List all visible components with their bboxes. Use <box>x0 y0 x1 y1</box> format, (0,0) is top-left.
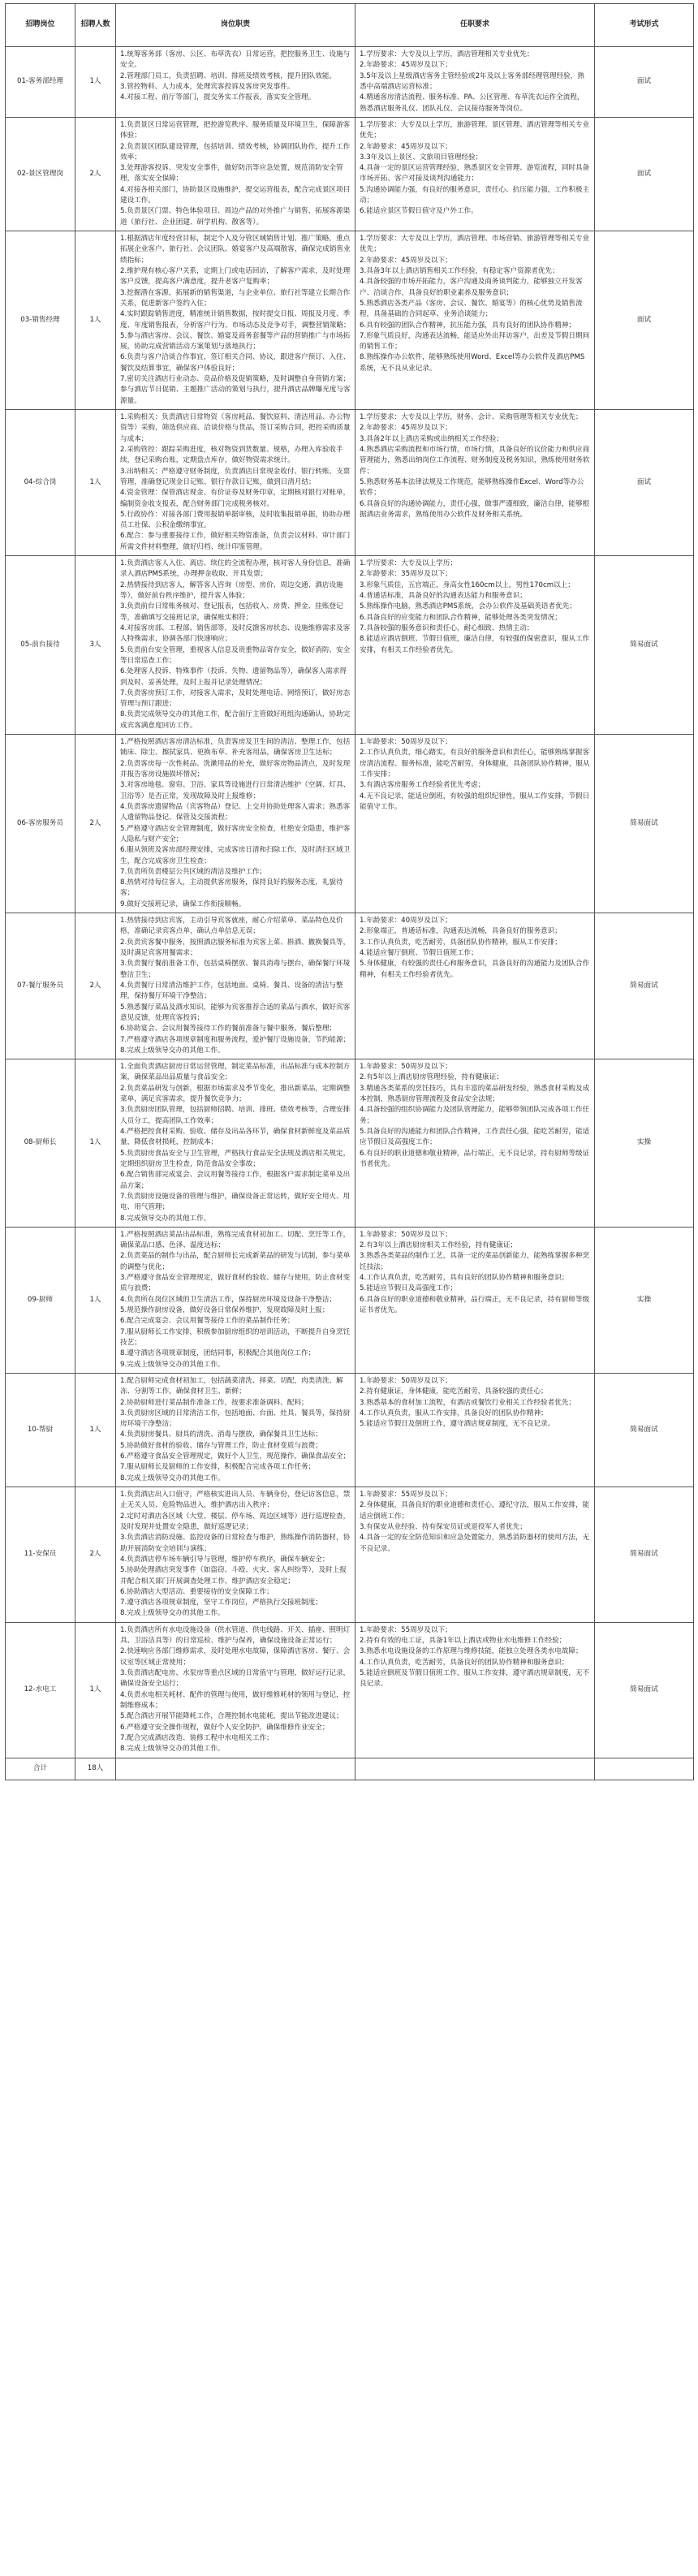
duty-item: 1.负责酒店客人入住、离店、续住的全流程办理，核对客人身份信息，准确录入酒店PMS系统，办理押金收取、开具发票； <box>120 559 351 579</box>
position-cell: 06-客房服务员 <box>6 735 75 913</box>
duty-item: 4.负责厨房餐具、厨具的清洗、消毒与摆放，确保餐具卫生达标； <box>120 1430 322 1439</box>
position-cell: 04-综合岗 <box>6 410 75 556</box>
duty-item: 4.对接工程、前厅等部门，提交务实工作报表，落实安全管理。 <box>120 93 316 102</box>
requirement-item: 3.熟悉水电设施设备的工作原理与维修技能，能独立处理各类水电故障； <box>360 1647 583 1656</box>
requirement-item: 8.熟练操作办公软件，能够熟练使用Word、Excel等办公软件及酒店PMS系统，无不良从业记录。 <box>360 353 585 373</box>
position-cell: 05-前台接待 <box>6 556 75 735</box>
requirements-cell <box>355 231 595 410</box>
duty-item: 2.负责宾客餐中服务，按照酒店服务标准为宾客上菜、斟酒、撤换餐具等，及时满足宾客用餐需求； <box>120 938 351 957</box>
duty-item: 8.完成上级领导交办的其他工作。 <box>120 1609 225 1618</box>
requirement-item: 2.身体健康，具备良好的职业道德和责任心，遵纪守法，服从工作安排，能适应倒班工作； <box>360 1501 590 1521</box>
requirement-item: 2.年龄要求：45周岁及以下； <box>360 424 452 433</box>
requirement-item: 5.熟悉酒店各类产品（客房、会议、餐饮、婚宴等）的核心优势及销售流程，具备基础的合同起草、业务洽谈能力； <box>360 299 583 319</box>
duties-cell <box>116 913 355 1059</box>
duties-cell <box>116 735 355 913</box>
position-cell: 02-景区管理岗 <box>6 117 75 231</box>
duty-item: 7.服从厨师长及厨师的工作安排，积极配合完成各项工作任务； <box>120 1463 316 1472</box>
header-position: 招聘岗位 <box>6 4 75 47</box>
duty-item: 8.完成上级领导交办的其他工作。 <box>120 1474 225 1482</box>
duty-item: 6.负责与客户洽谈合作事宜，签订相关合同、协议，跟进客户预订、入住、餐饮及结算事宜，确保客户体验良好； <box>120 353 351 373</box>
requirement-item: 3.工作认真负责，吃苦耐劳，具备团队协作精神，服从工作安排； <box>360 938 562 947</box>
requirement-item: 3.精通各类菜系的烹饪技巧，具有丰富的菜品研发经验，熟悉食材采购及成本控制，熟悉厨房管理流程及食品安全法规； <box>360 1084 590 1104</box>
duty-item: 5.协助做好食材的验收、储存与管理工作，防止食材变质与浪费； <box>120 1441 322 1450</box>
requirement-item: 4.具备一定的景区运营管理经验，熟悉景区安全管理、游览流程，同时具备市场开拓、客户对接及谈判沟通能力； <box>360 164 590 183</box>
duty-item: 2.负责菜品的制作与出品，配合厨师长完成新菜品的研发与试制，参与菜单的调整与优化； <box>120 1252 351 1271</box>
count-cell: 2人 <box>75 913 116 1059</box>
position-cell: 03-销售经理 <box>6 231 75 410</box>
duty-item: 2.负责菜品研发与创新，根据市场需求及季节变化，推出新菜品，定期调整菜单，满足宾客需求，提升餐饮竞争力； <box>120 1084 351 1104</box>
count-cell: 1人 <box>75 1227 116 1373</box>
duty-item: 4.负责水电相关耗材、配件的管理与使用，做好维修耗材的领用与登记，控制维修成本； <box>120 1690 351 1710</box>
requirement-item: 5.沟通协调能力强，有良好的服务意识，责任心、抗压能力强，工作积极主动； <box>360 185 590 205</box>
exam-cell: 简易面试 <box>595 913 694 1059</box>
count-cell: 2人 <box>75 1487 116 1623</box>
requirement-item: 6.具有较强的团队合作精神，抗压能力强，具有良好的团队协作精神； <box>360 321 576 330</box>
duty-item: 6.处理客人投诉、特殊事件（投诉、失物、遗留物品等），确保客人需求得到及时、妥善处理，及时上报并记录处理情况； <box>120 667 347 687</box>
requirement-item: 2.年龄要求：45周岁及以下； <box>360 256 452 265</box>
requirement-item: 3.具备2年以上酒店采购或出纳相关工作经验； <box>360 434 503 443</box>
duty-item: 4.对接各相关部门，协助景区设施维护，提交运营报表，配合完成景区项目建设工作。 <box>120 185 351 205</box>
duty-item: 9.做好交接班记录，确保工作衔接顺畅。 <box>120 900 246 908</box>
duties-cell <box>116 1487 355 1623</box>
duty-item: 8.负责完成领导交办的其他工作，配合前厅主管做好班组沟通确认，协助完成宾客满意度回访工作。 <box>120 710 351 730</box>
duty-item: 5.负责厨房食品安全与卫生管理，严格执行食品安全法规及酒店相关规定，定期组织厨房卫生检查，防范食品安全事故； <box>120 1149 351 1168</box>
duty-item: 3.负责餐厅餐前准备工作，包括桌椅摆放、餐具消毒与摆台，确保餐厅环境整洁卫生； <box>120 960 351 979</box>
requirement-item: 3.熟悉基本的食材加工流程，有酒店或餐饮行业相关工作经验者优先； <box>360 1398 576 1407</box>
duty-item: 7.配合完成酒店改造、装修工程中水电相关工作； <box>120 1733 274 1742</box>
requirement-item: 4.能适应餐厅倒班、节假日值班工作； <box>360 949 478 957</box>
requirement-item: 4.精通客房清洁流程、服务标准、PA、公区管理、布草洗衣运作全流程，熟悉酒店服务礼仪、团队礼仪、会议接待服务等岗位。 <box>360 93 584 113</box>
duty-item: 1.采购相关：负责酒店日常物资（客房耗品、餐饮原料、清洁用品、办公物资等）采购，筛选供应商、洽谈价格与货品，签订采购合同，把控采购质量与成本； <box>120 413 351 443</box>
duties-cell <box>116 1373 355 1486</box>
table-row <box>6 1622 694 1758</box>
exam-cell: 面试 <box>595 117 694 231</box>
requirement-item: 2.形象端正，普通话标准，沟通表达流畅，具备良好的服务意识； <box>360 927 562 936</box>
duty-item: 5.负责景区门票、特色体验项目、周边产品的对外推广与销售，拓展客源渠道（旅行社、企业团建、研学机构、散客等）。 <box>120 207 351 227</box>
duty-item: 1.负责酒店出入口值守，严格核实进出人员、车辆身份，登记访客信息，禁止无关人员、危险物品进入，维护酒店出入秩序； <box>120 1491 351 1510</box>
recruitment-table <box>5 3 694 1780</box>
requirement-item: 3.有酒店客房服务工作经验者优先考虑； <box>360 781 485 790</box>
duty-item: 2.负责客房每一次性耗品、洗漱用品的补充，做好客房物品清点，及时发现并报告客房设施损坏情况； <box>120 759 351 779</box>
requirement-item: 5.身体健康，有较强的责任心和服务意识，具备良好的沟通能力及团队合作精神，有相关工作经验者优先。 <box>360 960 590 979</box>
duty-item: 5.配合酒店开展节能降耗工作，合理控制水电能耗，提出节能改进建议； <box>120 1712 343 1721</box>
duties-cell <box>116 1622 355 1758</box>
count-cell: 1人 <box>75 231 116 410</box>
exam-cell: 面试 <box>595 47 694 118</box>
duty-item: 3.对客房地毯、窗帘、卫浴、家具等设施进行日常清洁维护（空调、灯具、卫浴等）是否正常，发现故障及时上报维修； <box>120 781 351 800</box>
requirement-item: 2.持有有效的电工证，具备1年以上酒店或物业水电维修工作经验； <box>360 1637 567 1646</box>
duty-item: 6.严格遵守安全操作规程，做好个人安全防护，确保维修作业安全； <box>120 1723 330 1732</box>
duty-item: 3.负责酒店消防设施、监控设备的日常检查与维护，熟练操作消防器材，协助开展消防安全培训与演练； <box>120 1534 351 1553</box>
requirement-item: 1.学历要求：大专及以上学历； <box>360 559 457 568</box>
duty-item: 4.资金管理：保管酒店现金、有价证券及财务印章，定期核对银行对账单，编制资金收支报表，配合财务部门完成税务核对。 <box>120 489 351 508</box>
requirement-item: 4.工作认真负责，吃苦耐劳，具备良好的团队协作精神和服务意识； <box>360 1658 569 1667</box>
duty-item: 2.热情接待到店客人，解答客人咨询（房型、房价、周边交通、酒店设施等），做好前台秩序维护，提升客人体验； <box>120 580 343 600</box>
table-row <box>6 556 694 735</box>
count-cell: 3人 <box>75 556 116 735</box>
header-row <box>6 4 694 47</box>
requirement-item: 2.有3年以上酒店厨房相关工作经验，持有健康证； <box>360 1241 518 1250</box>
count-cell: 1人 <box>75 1373 116 1486</box>
requirements-cell <box>355 410 595 556</box>
requirement-item: 6.能适应景区节假日值守及户外工作。 <box>360 207 478 216</box>
duty-item: 2.采购管控：跟踪采购进度，核对物资到货数量、规格，办理入库验收手续，登记采购台账，定期盘点库存，做好物资需求统计。 <box>120 445 343 465</box>
duty-item: 4.负责餐厅日常清洁维护工作，包括地面、桌椅、餐具、设备的清洁与整理，保持餐厅环境干净整洁； <box>120 981 343 1001</box>
duty-item: 5.严格遵守酒店安全管理制度，做好客房安全检查，杜绝安全隐患，维护客人隐私与财产安全； <box>120 824 351 844</box>
table-row <box>6 1373 694 1486</box>
exam-cell: 简易面试 <box>595 735 694 913</box>
requirements-cell <box>355 1373 595 1486</box>
duty-item: 7.密切关注酒店行业动态、竞品价格及促销策略，及时调整自身营销方案；参与酒店节日促销、主题推广活动的策划与执行，提升酒店品牌曝光度与客源量。 <box>120 375 351 405</box>
duty-item: 8.完成领导交办的其他工作。 <box>120 1214 211 1223</box>
requirements-cell <box>355 913 595 1059</box>
duty-item: 2.负责景区团队建设管理，包括培训、绩效考核，协调团队协作，提升工作效率； <box>120 142 351 162</box>
requirement-item: 6.有良好的职业道德和敬业精神，品行端正，无不良记录，持有厨师等级证书者优先。 <box>360 1149 590 1168</box>
duty-item: 5.行政协作：对接各部门费用报销单据审核，及时收集报销单据，协助办理员工社保、公积金缴纳事宜。 <box>120 510 351 530</box>
duty-item: 4.负责酒店停车场车辆引导与管理，维护停车秩序，确保车辆安全； <box>120 1555 330 1564</box>
requirement-item: 5.具备良好的沟通能力和团队合作精神，工作责任心强，能吃苦耐劳，能适应节假日及高强度工作； <box>360 1128 590 1147</box>
table-row <box>6 913 694 1059</box>
requirement-item: 1.学历要求：大专及以上学历，旅游管理、景区管理、酒店管理等相关专业优先； <box>360 120 590 140</box>
duty-item: 5.参与酒店客房、会议、餐饮、婚宴及商务套餐等产品的营销推广与市场拓展，协助完成营销活动方案策划与落地执行； <box>120 331 351 352</box>
requirement-item: 4.熟悉酒店采购流程和市场行情，市场行情，具备良好的议价能力和供应商管理能力，熟悉出纳岗位工作流程、财务制度及税务知识，熟练使用财务软件； <box>360 445 590 476</box>
requirements-cell <box>355 47 595 118</box>
duties-cell <box>116 410 355 556</box>
duty-item: 3.出纳相关：严格遵守财务制度，负责酒店日常现金收付、银行转账、支票管理，准确登记现金日记账、银行存款日记账，做到日清月结； <box>120 467 351 486</box>
header-exam: 考试形式 <box>595 4 694 47</box>
requirement-item: 5.熟练操作电脑，熟悉酒店PMS系统，会办公软件及基础英语者优先； <box>360 602 576 611</box>
requirement-item: 3.具备3年以上酒店销售相关工作经验，有稳定客户资源者优先； <box>360 266 559 275</box>
requirement-item: 4.无不良记录，能适应倒班，有较强的组织纪律性，服从工作安排，节假日能值守工作。 <box>360 792 590 811</box>
count-cell: 1人 <box>75 47 116 118</box>
requirement-item: 3.熟悉各类菜品的制作工艺，具备一定的菜品创新能力，能熟练掌握多种烹饪技法； <box>360 1252 590 1271</box>
requirements-cell <box>355 556 595 735</box>
exam-cell: 面试 <box>595 410 694 556</box>
duty-item: 1.严格按照酒店菜品出品标准，熟练完成食材初加工、切配、烹饪等工作，确保菜品口感、色泽、温度达标； <box>120 1230 351 1250</box>
requirement-item: 5.能适应节假日及倒班工作，遵守酒店规章制度，无不良记录。 <box>360 1420 555 1429</box>
table-row <box>6 1227 694 1373</box>
requirement-item: 6.具备良好的职业道德和敬业精神，品行端正，无不良记录，持有厨师等级证书者优先。 <box>360 1295 590 1314</box>
duty-item: 6.配合销售部完成宴会、会议用餐等接待工作，根据客户需求制定菜单及出品方案； <box>120 1171 351 1190</box>
duty-item: 7.负责客房预订工作，对接客人需求，及时处理电话、网络预订，做好房态管理与预订跟进； <box>120 688 351 709</box>
duty-item: 2.管理部门员工，负责招聘、培训、排班及绩效考核，提升团队效能。 <box>120 71 337 80</box>
requirement-item: 1.学历要求：大专及以上学历，酒店管理相关专业优先； <box>360 50 534 58</box>
duties-cell <box>116 117 355 231</box>
duty-item: 6.服从领班及客房部经理安排，完成客房日清和扫除工作，及时清扫区域卫生，配合完成客房卫生检查； <box>120 846 351 865</box>
requirement-item: 4.具备较强的市场开拓能力，客户沟通及商务谈判能力，能够独立开发客户、洽谈合作，具备良好的职业素养及服务意识； <box>360 278 583 297</box>
count-cell: 2人 <box>75 735 116 913</box>
position-cell: 09-厨师 <box>6 1227 75 1373</box>
duty-item: 8.遵守酒店各项规章制度，团结同事，积极配合其他岗位工作； <box>120 1349 316 1358</box>
count-cell: 2人 <box>75 117 116 231</box>
requirement-item: 5.能适应倒班及节假日值班工作，服从工作安排，遵守酒店规章制度，无不良记录。 <box>360 1669 590 1689</box>
duty-item: 1.配合厨师完成食材初加工，包括蔬菜清洗、择菜、切配，肉类清洗、解冻、分割等工作，确保食材卫生、新鲜； <box>120 1376 343 1396</box>
requirement-item: 4.具备较强的组织协调能力及团队管理能力，能够带领团队完成各项工作任务； <box>360 1106 590 1125</box>
position-cell: 11-安保员 <box>6 1487 75 1623</box>
duty-item: 4.负责客房遗留物品（宾客物品）登记、上交并协助处理客人需求；熟悉客人遗留物品登记、保管及交接流程； <box>120 802 351 822</box>
duty-item: 7.负责厨房设施设备的管理与维护，确保设备正常运转，做好安全用火、用电、用气管理； <box>120 1192 351 1212</box>
requirement-item: 5.熟悉财务基本法律法规及工作规范，能够熟练操作Excel、Word等办公软件； <box>360 477 584 498</box>
requirement-item: 6.具备良好的沟通协调能力，责任心强，做事严谨细致，廉洁自律，能够根据酒店业务需求，熟练使用办公软件及财务相关系统。 <box>360 499 590 519</box>
duty-item: 4.负责所在岗位区域的卫生清洁工作，保持厨房环境及设备干净整洁； <box>120 1295 337 1304</box>
duty-item: 9.完成上级领导交办的其他工作。 <box>120 1360 225 1369</box>
duty-item: 3.挖掘潜在客源，拓展新的销售渠道，与企业单位、旅行社等建立长期合作关系，促进新客户签约入住； <box>120 288 351 308</box>
requirement-item: 7.具备较强的服务意识和责任心，耐心细致、热情主动； <box>360 624 534 632</box>
exam-cell: 实操 <box>595 1059 694 1228</box>
duty-item: 3.负责酒店配电房、水泵房等重点区域的日常值守与管理，做好运行记录，确保设备安全运行； <box>120 1669 351 1689</box>
requirement-item: 1.年龄要求：40周岁及以下； <box>360 917 452 926</box>
requirement-item: 1.年龄要求：50周岁及以下； <box>360 738 452 747</box>
requirement-item: 4.具备一定的安全防范知识和应急处置能力，熟悉消防器材的使用方法，无不良记录。 <box>360 1534 590 1553</box>
duty-item: 6.严格遵守食品安全管理规定，做好个人卫生，规范操作，确保食品安全； <box>120 1452 351 1461</box>
duty-item: 7.负责所负责楼层公共区域的清洁及维护工作； <box>120 867 267 876</box>
requirement-item: 8.能适应酒店倒班、节假日值班，廉洁自律，有较强的保密意识，服从工作安排，有相关工作经验者优先。 <box>360 635 590 654</box>
duties-cell <box>116 47 355 118</box>
requirement-item: 4.普通话标准，具备良好的沟通表达能力和服务意识； <box>360 592 527 600</box>
requirement-item: 7.形象气质良好，沟通表达流畅，能适应外出拜访客户，出差及节假日期间的销售工作； <box>360 331 590 352</box>
requirement-item: 2.年龄要求：45周岁及以下； <box>360 61 452 70</box>
duty-item: 8.热情对待每位客人，主动提供客房服务，保持良好的服务态度，礼貌待客； <box>120 878 343 898</box>
table-row <box>6 1059 694 1228</box>
requirement-item: 2.年龄要求：35周岁及以下； <box>360 570 452 579</box>
duty-item: 6.协助酒店大型活动、重要接待的安全保障工作； <box>120 1587 274 1596</box>
table-row <box>6 231 694 410</box>
position-cell: 12-水电工 <box>6 1622 75 1758</box>
duty-item: 5.协助处理酒店突发事件（如盗窃、斗殴、火灾、客人纠纷等），及时上报并配合相关部门开展调查处理工作，维护酒店安全稳定； <box>120 1566 347 1586</box>
duty-item: 8.完成上级领导交办的其他工作。 <box>120 1745 225 1754</box>
requirement-item: 1.学历要求：大专及以上学历，酒店管理、市场营销、旅游管理等相关专业优先； <box>360 235 590 254</box>
requirement-item: 1.年龄要求：50周岁及以下； <box>360 1230 452 1239</box>
duty-item: 1.统筹客务部（客房、公区、布草洗衣）日常运营，把控服务卫生、设施与安全。 <box>120 50 351 70</box>
table-row <box>6 735 694 913</box>
total-label: 合计 <box>6 1758 75 1780</box>
duty-item: 2.协助厨师进行菜品制作准备工作，按要求准备调料、配料； <box>120 1398 308 1407</box>
requirement-item: 2.工作认真负责，细心踏实，有良好的服务意识和责任心，能够熟练掌握客房清洁流程、服务标准，能吃苦耐劳，身体健康，具备团队协作精神，服从工作安排； <box>360 749 590 779</box>
table-body <box>6 47 694 1758</box>
duty-item: 1.全面负责酒店厨房日常运营管理，制定菜品标准，出品标准与成本控制方案，确保菜品出品质量与食品安全； <box>120 1063 351 1082</box>
table-row <box>6 410 694 556</box>
requirements-cell <box>355 1622 595 1758</box>
duties-cell <box>116 556 355 735</box>
duty-item: 7.遵守酒店各项规章制度，坚守工作岗位，严格执行交接班制度； <box>120 1599 322 1607</box>
duty-item: 5.规范操作厨房设备，做好设备日常保养维护，发现故障及时上报； <box>120 1306 330 1314</box>
duty-item: 1.负责景区日常运营管理，把控游览秩序、服务质量及环境卫生，保障游客体验； <box>120 120 351 140</box>
requirements-cell <box>355 735 595 913</box>
requirement-item: 3.5年及以上星级酒店客务主管经验或2年及以上客务部经理管理经验，熟悉中高端酒店运营标准； <box>360 71 584 91</box>
duty-item: 4.严格把控食材采购、验收、储存及出品各环节，确保食材新鲜度及菜品质量，降低食材损耗，控制成本； <box>120 1128 351 1147</box>
exam-cell: 简易面试 <box>595 1622 694 1758</box>
requirements-cell <box>355 117 595 231</box>
header-duties: 岗位职责 <box>116 4 355 47</box>
requirement-item: 4.工作认真负责，服从工作安排，具备良好的团队协作精神； <box>360 1409 548 1417</box>
duties-cell <box>116 1059 355 1228</box>
count-cell: 1人 <box>75 1622 116 1758</box>
requirement-item: 3.形象气质佳，五官端正，身高女性160cm以上，男性170cm以上； <box>360 580 575 589</box>
requirement-item: 2.有5年以上酒店厨房管理经验，持有健康证； <box>360 1073 503 1082</box>
duty-item: 1.负责酒店所有水电设施设备（供水管道、供电线路、开关、插座、照明灯具、卫浴洁具等）的日常巡检、维护与保养，确保设施设备正常运行； <box>120 1625 351 1646</box>
duty-item: 1.根据酒店年度经营目标，制定个人及分管区域销售计划、推广策略，重点拓展企业客户、旅行社、会议团队、婚宴客户及高端散客，确保完成销售业绩指标； <box>120 235 351 265</box>
duty-item: 2.快速响应各部门维修需求，及时处理水电故障，保障酒店客房、餐厅、会议室等区域正常使用； <box>120 1647 351 1667</box>
duty-item: 6.配合完成宴会、会议用餐等接待工作的菜品制作任务； <box>120 1317 295 1326</box>
header-count: 招聘人数 <box>75 4 116 47</box>
duty-item: 3.严格遵守食品安全管理规定，做好食材的验收、储存与使用，防止食材变质与浪费； <box>120 1274 351 1293</box>
requirement-item: 2.年龄要求：45周岁及以下； <box>360 142 452 151</box>
duty-item: 2.定时对酒店各区域（大堂、楼层、停车场、周边区域等）进行巡逻检查，及时发现并处置安全隐患，做好巡逻记录； <box>120 1512 351 1531</box>
duty-item: 4.实时跟踪销售进度，精准统计销售数据，按时提交日报、周报及月度、季度、年度销售报表，分析客户行为、市场动态及竞争对手，调整营销策略； <box>120 310 351 330</box>
requirement-item: 3.有保安从业经验、持有保安员证或退役军人者优先； <box>360 1522 527 1531</box>
table-row <box>6 1487 694 1623</box>
requirements-cell <box>355 1487 595 1623</box>
requirement-item: 1.年龄要求：55周岁及以下； <box>360 1625 452 1634</box>
requirements-cell <box>355 1059 595 1228</box>
duty-item: 7.服从厨师长工作安排，积极参加厨房组织的培训活动，不断提升自身烹饪技艺； <box>120 1327 351 1347</box>
duties-cell <box>116 1227 355 1373</box>
duties-cell <box>116 231 355 410</box>
header-requirements: 任职要求 <box>355 4 595 47</box>
duty-item: 8.完成上级领导交办的其他工作。 <box>120 1046 225 1055</box>
duty-item: 3.处理游客投诉、突发安全事件，做好防汛等应急处置，规范消防安全管理，落实安全保障； <box>120 164 343 183</box>
exam-cell: 面试 <box>595 231 694 410</box>
requirement-item: 4.工作认真负责，吃苦耐劳，具有良好的团队协作精神和服务意识； <box>360 1274 569 1283</box>
duty-item: 3.管控物料、人力成本，处理宾客投诉及客房突发事件。 <box>120 82 295 91</box>
duty-item: 3.负责厨房团队管理，包括厨师招聘、培训、排班、绩效考核等，合理安排人员分工，提高团队工作效率； <box>120 1106 351 1125</box>
requirement-item: 1.年龄要求：50周岁及以下； <box>360 1376 452 1385</box>
table-row <box>6 117 694 231</box>
requirement-item: 1.年龄要求：50周岁及以下； <box>360 1063 452 1072</box>
duty-item: 4.对接客房部、工程部、销售部等，及时反馈客房状态、设施维修需求及客人特殊需求，协调各部门快速响应； <box>120 624 351 644</box>
position-cell: 01-客务部经理 <box>6 47 75 118</box>
duty-item: 6.配合：参与重要接待工作，做好相关物资准备，负责会议材料、审计部门所需文件材料整理，做好归档、统计印鉴管理。 <box>120 532 351 551</box>
exam-cell: 简易面试 <box>595 1487 694 1623</box>
duty-item: 3.负责前台日常账务核对、登记报表，包括收入、房费、押金、挂账登记等，准确填写交接班记录，确保账实相符； <box>120 602 343 622</box>
position-cell: 10-帮厨 <box>6 1373 75 1486</box>
duty-item: 7.严格遵守酒店各项规章制度和服务流程，爱护餐厅设施设备，节约能源； <box>120 1035 351 1044</box>
duty-item: 5.熟悉餐厅菜品及酒水知识，能够为宾客推荐合适的菜品与酒水，做好宾客意见反馈，处理宾客投诉； <box>120 1003 351 1022</box>
position-cell: 08-厨师长 <box>6 1059 75 1228</box>
requirement-item: 2.持有健康证，身体健康，能吃苦耐劳，具备较强的责任心； <box>360 1387 548 1396</box>
requirement-item: 3.3年及以上景区、文旅项目管理经验； <box>360 153 483 162</box>
table-row <box>6 47 694 118</box>
duty-item: 1.热情接待到店宾客，主动引导宾客就座，耐心介绍菜单、菜品特色及价格，准确记录宾客点单，确认点单信息无误； <box>120 917 343 936</box>
duty-item: 1.严格按照酒店客房清洁标准，负责客房及卫生间的清洁、整理工作，包括铺床、除尘、擦拭家具、更换布草、补充客用品，确保客房卫生达标； <box>120 738 351 757</box>
total-empty-cell <box>595 1758 694 1780</box>
count-cell: 1人 <box>75 1059 116 1228</box>
position-cell: 07-餐厅服务员 <box>6 913 75 1059</box>
total-empty-cell <box>355 1758 595 1780</box>
requirement-item: 1.年龄要求：55周岁及以下； <box>360 1491 452 1499</box>
requirements-cell <box>355 1227 595 1373</box>
requirement-item: 6.具备良好的应变能力和团队合作精神，能够处理各类突发情况； <box>360 613 562 622</box>
requirement-item: 1.学历要求：大专及以上学历，财务、会计、采购管理等相关专业优先； <box>360 413 583 421</box>
total-count: 18人 <box>75 1758 116 1780</box>
total-empty-cell <box>116 1758 355 1780</box>
duty-item: 5.负责前台安全管理，重视客人信息及贵重物品寄存安全，做好消防、安全等日常巡查工作； <box>120 645 351 665</box>
duty-item: 6.协助宴会、会议用餐等接待工作的餐前准备与餐中服务、餐后整理； <box>120 1025 337 1033</box>
duty-item: 2.维护现有核心客户关系，定期上门或电话回访，了解客户需求，及时处理客户反馈，提高客户满意度，提升老客户复购率； <box>120 266 351 287</box>
total-row <box>6 1758 694 1780</box>
exam-cell: 简易面试 <box>595 556 694 735</box>
count-cell: 1人 <box>75 410 116 556</box>
exam-cell: 简易面试 <box>595 1373 694 1486</box>
requirement-item: 5.能适应节假日及高强度工作； <box>360 1284 457 1293</box>
duty-item: 3.负责厨房区域的日常清洁工作，包括地面、台面、灶具、餐具等，保持厨房环境干净整洁； <box>120 1409 351 1429</box>
exam-cell: 实操 <box>595 1227 694 1373</box>
